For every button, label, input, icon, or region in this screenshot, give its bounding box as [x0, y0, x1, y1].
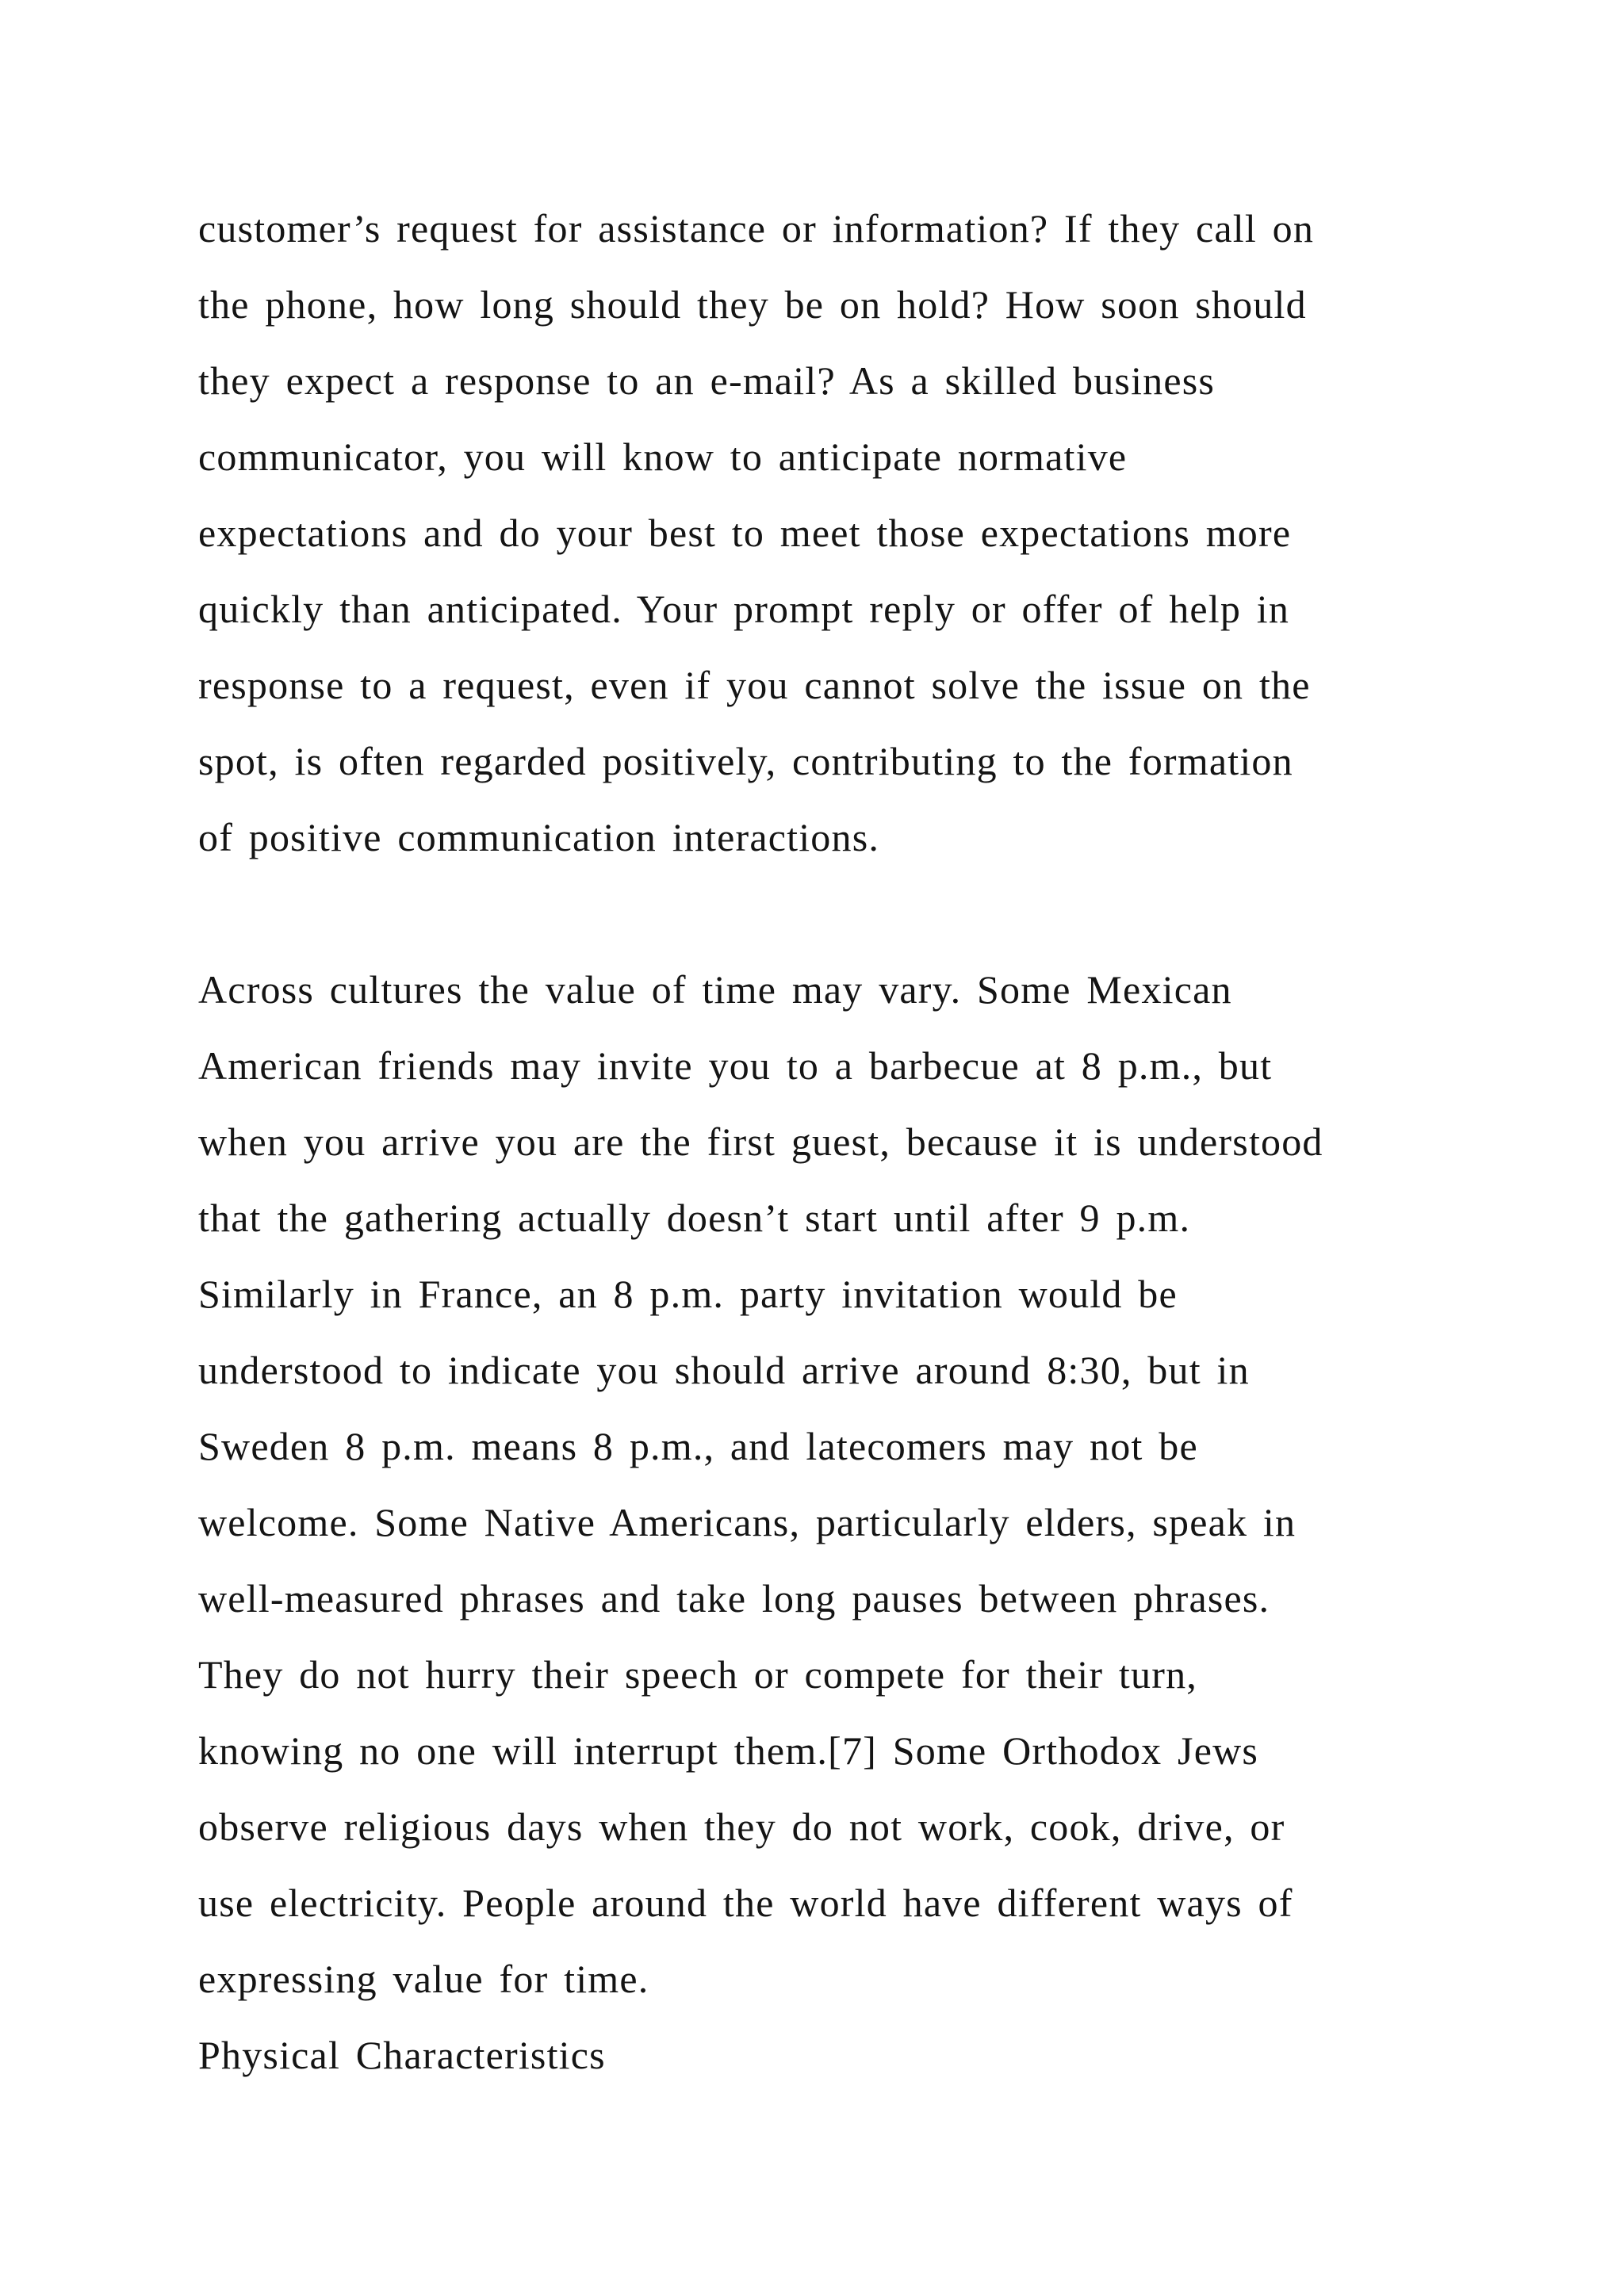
text-line: spot, is often regarded positively, contributing to the formation: [198, 739, 1293, 783]
text-line: that the gathering actually doesn’t start until after 9 p.m.: [198, 1196, 1191, 1240]
text-line: They do not hurry their speech or compete for their turn,: [198, 1652, 1197, 1697]
text-line: knowing no one will interrupt them.[7] Some Orthodox Jews: [198, 1728, 1259, 1773]
text-line: Similarly in France, an 8 p.m. party invitation would be: [198, 1272, 1178, 1316]
text-line: of positive communication interactions.: [198, 815, 880, 859]
text-line: welcome. Some Native Americans, particularly elders, speak in: [198, 1500, 1297, 1544]
text-line: use electricity. People around the world have different ways of: [198, 1881, 1293, 1925]
text-line: observe religious days when they do not work, cook, drive, or: [198, 1804, 1285, 1849]
text-line: the phone, how long should they be on hold? How soon should: [198, 282, 1307, 327]
text-line: expectations and do your best to meet those expectations more: [198, 511, 1292, 555]
text-line: Across cultures the value of time may vary. Some Mexican: [198, 967, 1232, 1012]
text-line: customer’s request for assistance or information? If they call on: [198, 206, 1315, 251]
text-line: quickly than anticipated. Your prompt reply or offer of help in: [198, 587, 1290, 631]
text-line: communicator, you will know to anticipate normative: [198, 434, 1128, 479]
text-line: response to a request, even if you cannot solve the issue on the: [198, 663, 1311, 707]
paragraph-spacer: [198, 875, 1499, 951]
text-line: when you arrive you are the first guest, because it is understood: [198, 1119, 1323, 1164]
paragraph-2: [198, 951, 1499, 2017]
text-line: expressing value for time.: [198, 1957, 649, 2001]
text-line: Sweden 8 p.m. means 8 p.m., and latecomers may not be: [198, 1424, 1198, 1468]
text-line: American friends may invite you to a barbecue at 8 p.m., but: [198, 1043, 1273, 1088]
text-line: they expect a response to an e-mail? As a skilled business: [198, 358, 1216, 403]
section-heading: Physical Characteristics: [198, 2033, 606, 2077]
paragraph-1: [198, 190, 1499, 875]
text-line: understood to indicate you should arrive around 8:30, but in: [198, 1348, 1250, 1392]
text-line: well-measured phrases and take long pauses between phrases.: [198, 1576, 1270, 1621]
document-body: [198, 190, 1499, 2093]
